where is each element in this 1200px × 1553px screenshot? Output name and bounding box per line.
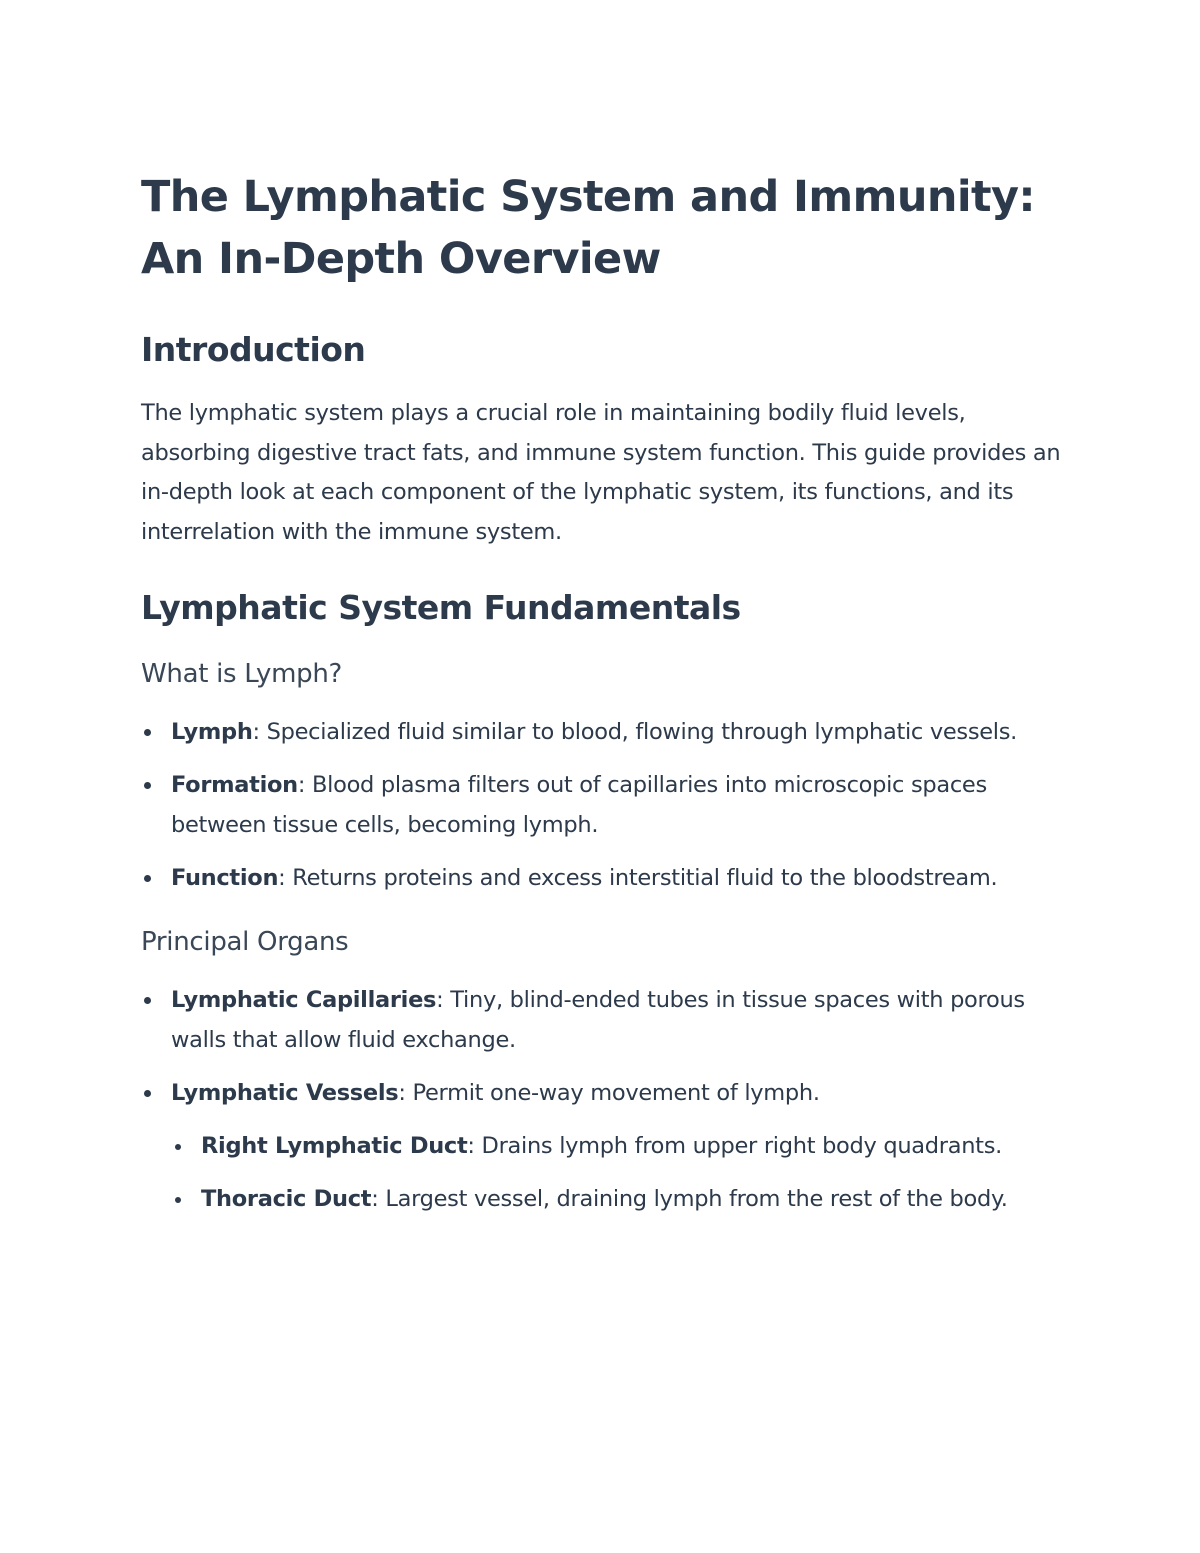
principal-organs-list (141, 980, 1061, 1219)
introduction-heading: Introduction (141, 330, 366, 369)
title-line-1: The Lymphatic System and Immunity: (141, 172, 1035, 222)
fundamentals-heading: Lymphatic System Fundamentals (141, 588, 741, 627)
vessel-sublist (171, 1126, 1061, 1219)
list-item (141, 765, 1061, 845)
introduction-paragraph: The lymphatic system plays a crucial role in maintaining bodily fluid levels, absorbing digestive tract fats, and immune system function. This guide provides an in-depth look at each component of the lymphatic system, its functions, and its interrelation with the immune system. (141, 400, 1061, 545)
sublist-item-term: Thoracic Duct (201, 1186, 372, 1212)
list-item (141, 1073, 1061, 1219)
sublist-item-term: Right Lymphatic Duct (201, 1133, 468, 1159)
list-item-term: Formation (171, 772, 298, 798)
list-item (141, 980, 1061, 1060)
list-item-term: Lymphatic Vessels (171, 1080, 399, 1106)
list-item (141, 858, 1061, 898)
list-item-term: Lymph (171, 719, 253, 745)
list-item-text: : Returns proteins and excess interstitial fluid to the bloodstream. (278, 865, 998, 891)
sublist-item (171, 1126, 1061, 1166)
sublist-item (171, 1179, 1061, 1219)
principal-organs-heading: Principal Organs (141, 927, 349, 957)
sublist-item-text: : Drains lymph from upper right body quadrants. (467, 1133, 1002, 1159)
list-item-text: : Permit one-way movement of lymph. (398, 1080, 820, 1106)
title-line-2: An In-Depth Overview (141, 234, 661, 284)
list-item-text: : Specialized fluid similar to blood, flowing through lymphatic vessels. (252, 719, 1018, 745)
document-title (141, 166, 1061, 290)
document-page (141, 166, 1061, 1232)
what-is-lymph-list (141, 712, 1061, 898)
list-item (141, 712, 1061, 752)
sublist-item-text: : Largest vessel, draining lymph from the rest of the body. (371, 1186, 1008, 1212)
list-item-text: : Tiny, blind-ended tubes in tissue spaces with porous walls that allow fluid exchange. (171, 987, 1025, 1053)
list-item-term: Function (171, 865, 279, 891)
what-is-lymph-heading: What is Lymph? (141, 659, 343, 689)
list-item-term: Lymphatic Capillaries (171, 987, 437, 1013)
list-item-text: : Blood plasma filters out of capillaries into microscopic spaces between tissue cells, becoming lymph. (171, 772, 987, 838)
